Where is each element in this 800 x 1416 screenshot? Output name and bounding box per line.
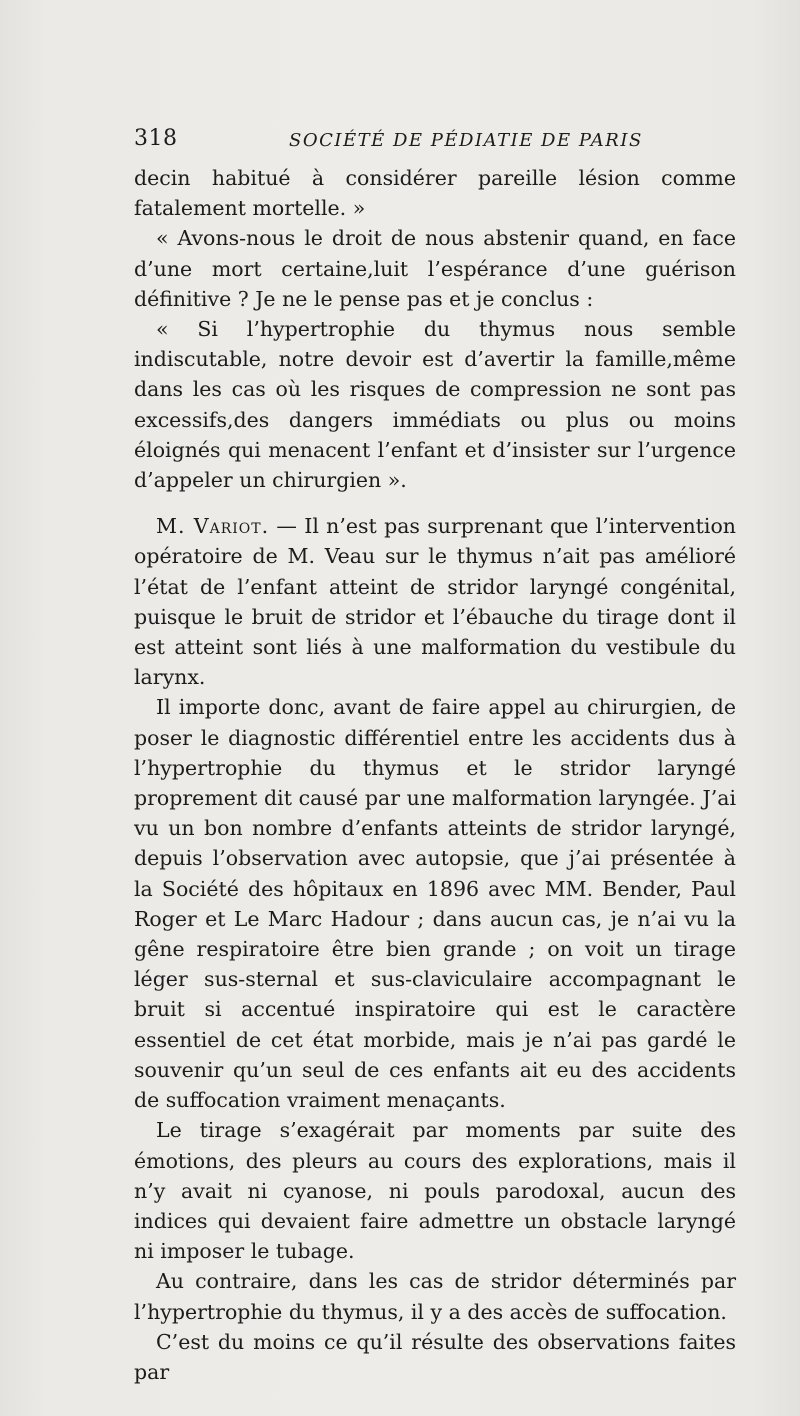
- page-number: 318: [134, 126, 178, 151]
- page-header: [134, 126, 734, 156]
- paragraph-quote-question: « Avons-nous le droit de nous abstenir quand, en face d’une mort certaine,luit l’espérance d’une guérison définitive ? Je ne le pense pas et je conclus :: [134, 226, 736, 311]
- paragraph-observations: C’est du moins ce qu’il résulte des observations faites par: [134, 1329, 736, 1384]
- paragraph-continuation: decin habitué à considérer pareille lésion comme fatalement mortelle. »: [134, 166, 736, 221]
- paragraph-diagnostic: Il importe donc, avant de faire appel au chirurgien, de poser le diagnostic différentiel entre les accidents dus à l’hypertrophie du thymus et le stridor laryngé proprement dit causé par une malformation laryngée. J’ai vu un bon nombre d’enfants atteints de stridor laryngé, depuis l’observation avec autopsie, que j’ai présentée à la Société des hôpitaux en 1896 avec MM. Bender, Paul Roger et Le Marc Hadour ; dans aucun cas, je n’ai vu la gêne respiratoire être bien grande ; on voit un tirage léger sus-sternal et sus-claviculaire accompagnant le bruit si accentué inspiratoire qui est le caractère essentiel de cet état morbide, mais je n’ai pas gardé le souvenir qu’un seul de ces enfants ait eu des accidents de suffocation vraiment menaçants.: [134, 695, 736, 1113]
- paragraph-variot-text: — Il n’est pas surprenant que l’intervention opératoire de M. Veau sur le thymus n’ait pas amélioré l’état de l’enfant atteint de stridor laryngé congénital, puisque le bruit de stridor et l’ébauche du tirage dont il est atteint sont liés à une malformation du vestibule du larynx.: [134, 514, 736, 690]
- paragraph-tirage: Le tirage s’exagérait par moments par suite des émotions, des pleurs au cours des explorations, mais il n’y avait ni cyanose, ni pouls parodoxal, aucun des indices qui devaient faire admettre un obstacle laryngé ni imposer le tubage.: [134, 1118, 736, 1264]
- paragraph-contrary: Au contraire, dans les cas de stridor déterminés par l’hypertrophie du thymus, il y a des accès de suffocation.: [134, 1269, 736, 1324]
- paragraph-variot-remark: [134, 511, 736, 692]
- paragraph-quote-conclusion: « Si l’hypertrophie du thymus nous semble indiscutable, notre devoir est d’avertir la famille,même dans les cas où les risques de compression ne sont pas excessifs,des dangers immédiats ou plus ou moins éloignés qui menacent l’enfant et d’insister sur l’urgence d’appeler un chirurgien ».: [134, 317, 736, 493]
- page-body: [134, 163, 736, 1387]
- speaker-name: M. Variot.: [156, 514, 270, 539]
- running-title: SOCIÉTÉ DE PÉDIATIE DE PARIS: [289, 130, 643, 151]
